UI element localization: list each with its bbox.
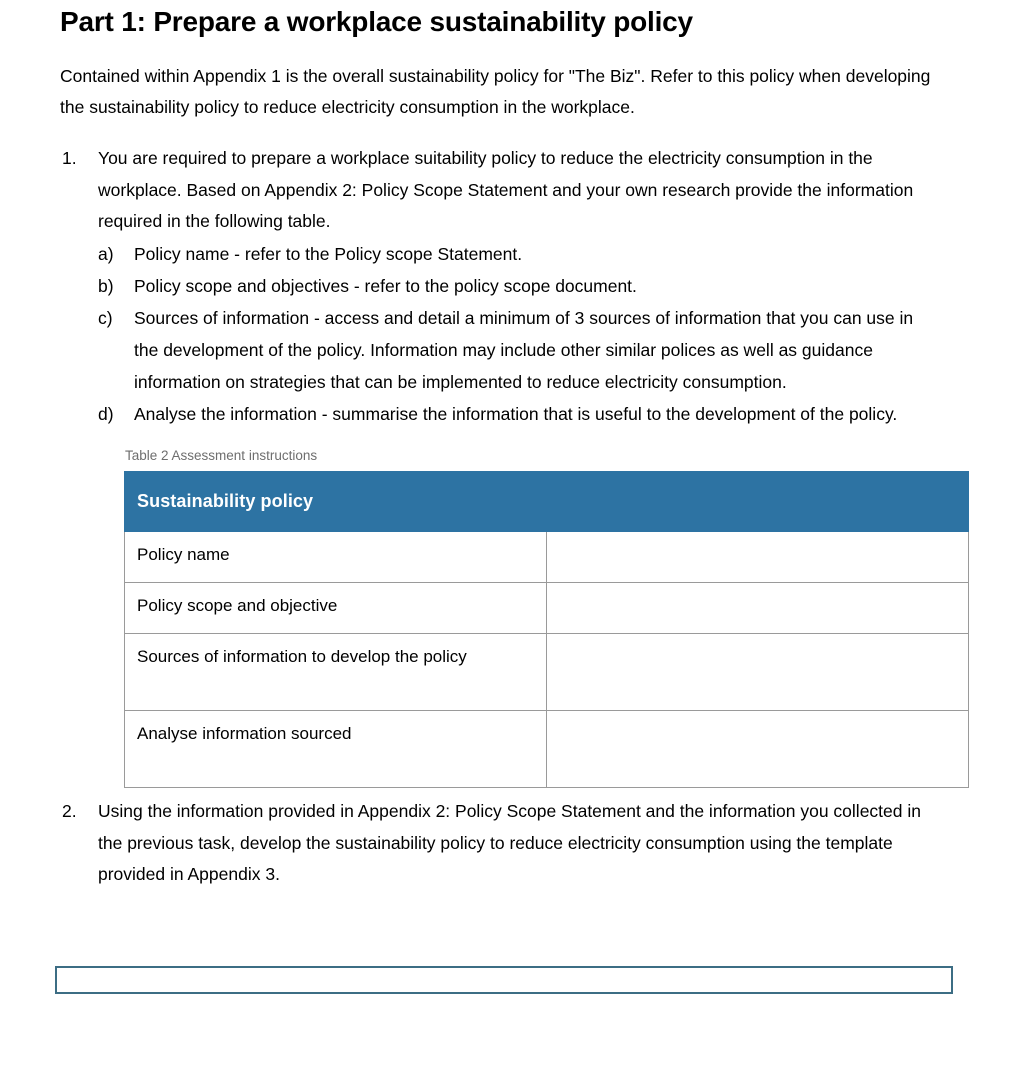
list-item-2-text: Using the information provided in Appendix 2: Policy Scope Statement and the information you collected in the previous task, develop the sustainability policy to reduce electricity consumption using the template provided in Appendix 3. [98, 801, 921, 884]
table-body [125, 532, 969, 788]
table-header-row [125, 471, 969, 532]
instruction-list [60, 143, 950, 891]
policy-table-container [124, 447, 969, 789]
table-row-value-sources[interactable] [547, 634, 969, 711]
table-row [125, 711, 969, 788]
sublist-item-c-marker: c) [98, 307, 113, 328]
list-item-2-marker: 2. [62, 801, 77, 821]
table-row-label-analyse: Analyse information sourced [125, 711, 547, 788]
table-row [125, 634, 969, 711]
table-row-label-sources: Sources of information to develop the policy [125, 634, 547, 711]
table-caption: Table 2 Assessment instructions [125, 447, 318, 463]
document-content [60, 4, 950, 891]
table-row-label-policy-name: Policy name [125, 532, 547, 583]
sublist-item-b-text: Policy scope and objectives - refer to the policy scope document. [134, 275, 637, 296]
sublist-item-b-marker: b) [98, 275, 114, 296]
sustainability-policy-table [124, 471, 969, 789]
answer-input-box[interactable] [55, 966, 953, 994]
page-title: Part 1: Prepare a workplace sustainability policy [60, 6, 693, 37]
sublist-item-d [98, 398, 950, 430]
list-item-2 [60, 796, 950, 891]
table-head [125, 471, 969, 532]
table-row [125, 583, 969, 634]
sublist-item-b [98, 270, 950, 302]
sublist-item-a [98, 238, 950, 270]
table-row [125, 532, 969, 583]
sublist-item-a-marker: a) [98, 243, 114, 264]
table-row-value-analyse[interactable] [547, 711, 969, 788]
table-header-title: Sustainability policy [125, 471, 969, 532]
instruction-sublist [98, 238, 950, 430]
table-row-value-policy-scope[interactable] [547, 583, 969, 634]
list-item-1 [60, 143, 950, 788]
table-row-value-policy-name[interactable] [547, 532, 969, 583]
list-item-1-text: You are required to prepare a workplace suitability policy to reduce the electricity consumption in the workplace. Based on Appendix 2: Policy Scope Statement and your own research provide the information required in the following table. [98, 148, 914, 231]
table-row-label-policy-scope: Policy scope and objective [125, 583, 547, 634]
list-item-1-marker: 1. [62, 148, 77, 168]
sublist-item-a-text: Policy name - refer to the Policy scope Statement. [134, 243, 523, 264]
sublist-item-c-text: Sources of information - access and detail a minimum of 3 sources of information that you can use in the development of the policy. Information may include other similar polices as well as guidance information on strategies that can be implemented to reduce electricity consumption. [134, 307, 914, 392]
sublist-item-d-text: Analyse the information - summarise the information that is useful to the development of the policy. [134, 403, 898, 424]
intro-paragraph: Contained within Appendix 1 is the overall sustainability policy for "The Biz". Refer to this policy when developing the sustainability policy to reduce electricity consumption in the workplace. [60, 66, 931, 117]
sublist-item-d-marker: d) [98, 403, 114, 424]
sublist-item-c [98, 302, 950, 398]
